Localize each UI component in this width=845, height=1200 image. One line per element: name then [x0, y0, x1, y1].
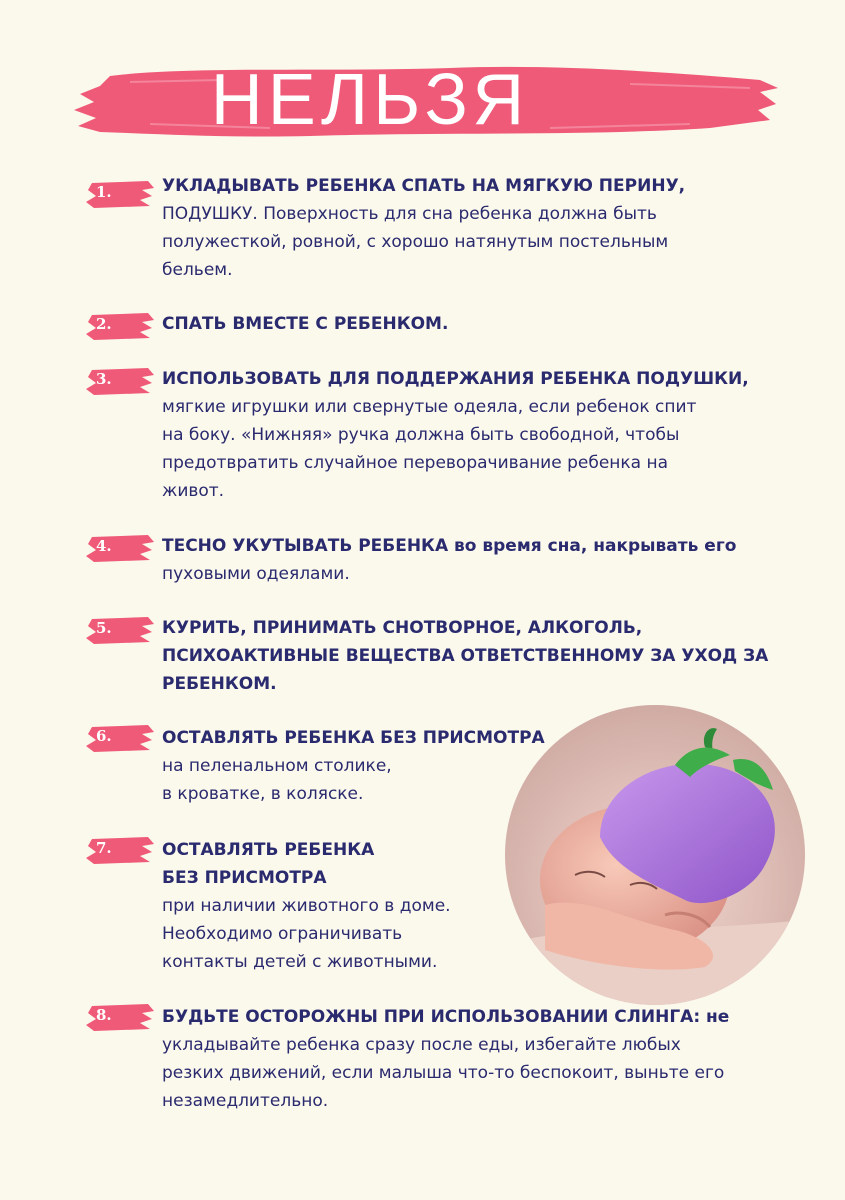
number-badge [86, 1003, 156, 1033]
item-number: 1. [96, 183, 112, 201]
item-text [162, 1003, 729, 1115]
item-line: на пеленальном столике, [162, 756, 392, 776]
number-badge [86, 836, 156, 866]
item-lead: БУДЬТЕ ОСТОРОЖНЫ ПРИ ИСПОЛЬЗОВАНИИ СЛИНГА: не [162, 1007, 730, 1027]
item-line: укладывайте ребенка сразу после еды, избегайте любых [162, 1035, 681, 1055]
number-badge [86, 534, 156, 564]
item-number: 4. [96, 537, 112, 555]
item-number: 7. [96, 839, 112, 857]
item-line: живот. [162, 481, 225, 501]
item-lead: КУРИТЬ, ПРИНИМАТЬ СНОТВОРНОЕ, АЛКОГОЛЬ, [162, 618, 643, 638]
item-text [162, 310, 448, 338]
item-line: полужесткой, ровной, с хорошо натянутым постельным [162, 232, 669, 252]
item-text [162, 836, 451, 976]
item-line: ПСИХОАКТИВНЫЕ ВЕЩЕСТВА ОТВЕТСТВЕННОМУ ЗА УХОД ЗА [162, 646, 769, 666]
item-text [162, 365, 749, 505]
item-lead: ТЕСНО УКУТЫВАТЬ РЕБЕНКА во время сна, накрывать его [162, 536, 737, 556]
item-line: в кроватке, в коляске. [162, 784, 364, 804]
item-line: контакты детей с животными. [162, 952, 438, 972]
item-number: 3. [96, 370, 112, 388]
item-lead: ОСТАВЛЯТЬ РЕБЕНКА [162, 840, 375, 860]
item-line: БЕЗ ПРИСМОТРА [162, 868, 327, 888]
item-text [162, 614, 768, 698]
item-line: мягкие игрушки или свернутые одеяла, если ребенок спит [162, 397, 697, 417]
item-text [162, 532, 736, 588]
number-badge [86, 312, 156, 342]
item-number: 5. [96, 619, 112, 637]
item-line: предотвратить случайное переворачивание ребенка на [162, 453, 669, 473]
item-lead: ОСТАВЛЯТЬ РЕБЕНКА БЕЗ ПРИСМОТРА [162, 728, 545, 748]
item-line: при наличии животного в доме. [162, 896, 451, 916]
title-banner [70, 58, 780, 142]
number-badge [86, 180, 156, 210]
item-line: пуховыми одеялами. [162, 564, 350, 584]
item-line: Необходимо ограничивать [162, 924, 403, 944]
item-number: 8. [96, 1006, 112, 1024]
item-text [162, 724, 545, 808]
number-badge [86, 616, 156, 646]
item-line: бельем. [162, 260, 233, 280]
item-lead: СПАТЬ ВМЕСТЕ С РЕБЕНКОМ. [162, 314, 449, 334]
sleeping-baby-photo [505, 705, 805, 1005]
item-number: 6. [96, 727, 112, 745]
number-badge [86, 724, 156, 754]
item-lead: УКЛАДЫВАТЬ РЕБЕНКА СПАТЬ НА МЯГКУЮ ПЕРИНУ, [162, 176, 686, 196]
item-lead: ИСПОЛЬЗОВАТЬ ДЛЯ ПОДДЕРЖАНИЯ РЕБЕНКА ПОДУШКИ, [162, 369, 749, 389]
page-title: НЕЛЬЗЯ [210, 60, 530, 140]
item-line: на боку. «Нижняя» ручка должна быть свободной, чтобы [162, 425, 680, 445]
number-badge [86, 367, 156, 397]
item-line: резких движений, если малыша что-то беспокоит, выньте его [162, 1063, 725, 1083]
item-number: 2. [96, 315, 112, 333]
item-line: РЕБЕНКОМ. [162, 674, 277, 694]
item-line: ПОДУШКУ. Поверхность для сна ребенка должна быть [162, 204, 657, 224]
item-text [162, 172, 685, 284]
item-line: незамедлительно. [162, 1091, 329, 1111]
